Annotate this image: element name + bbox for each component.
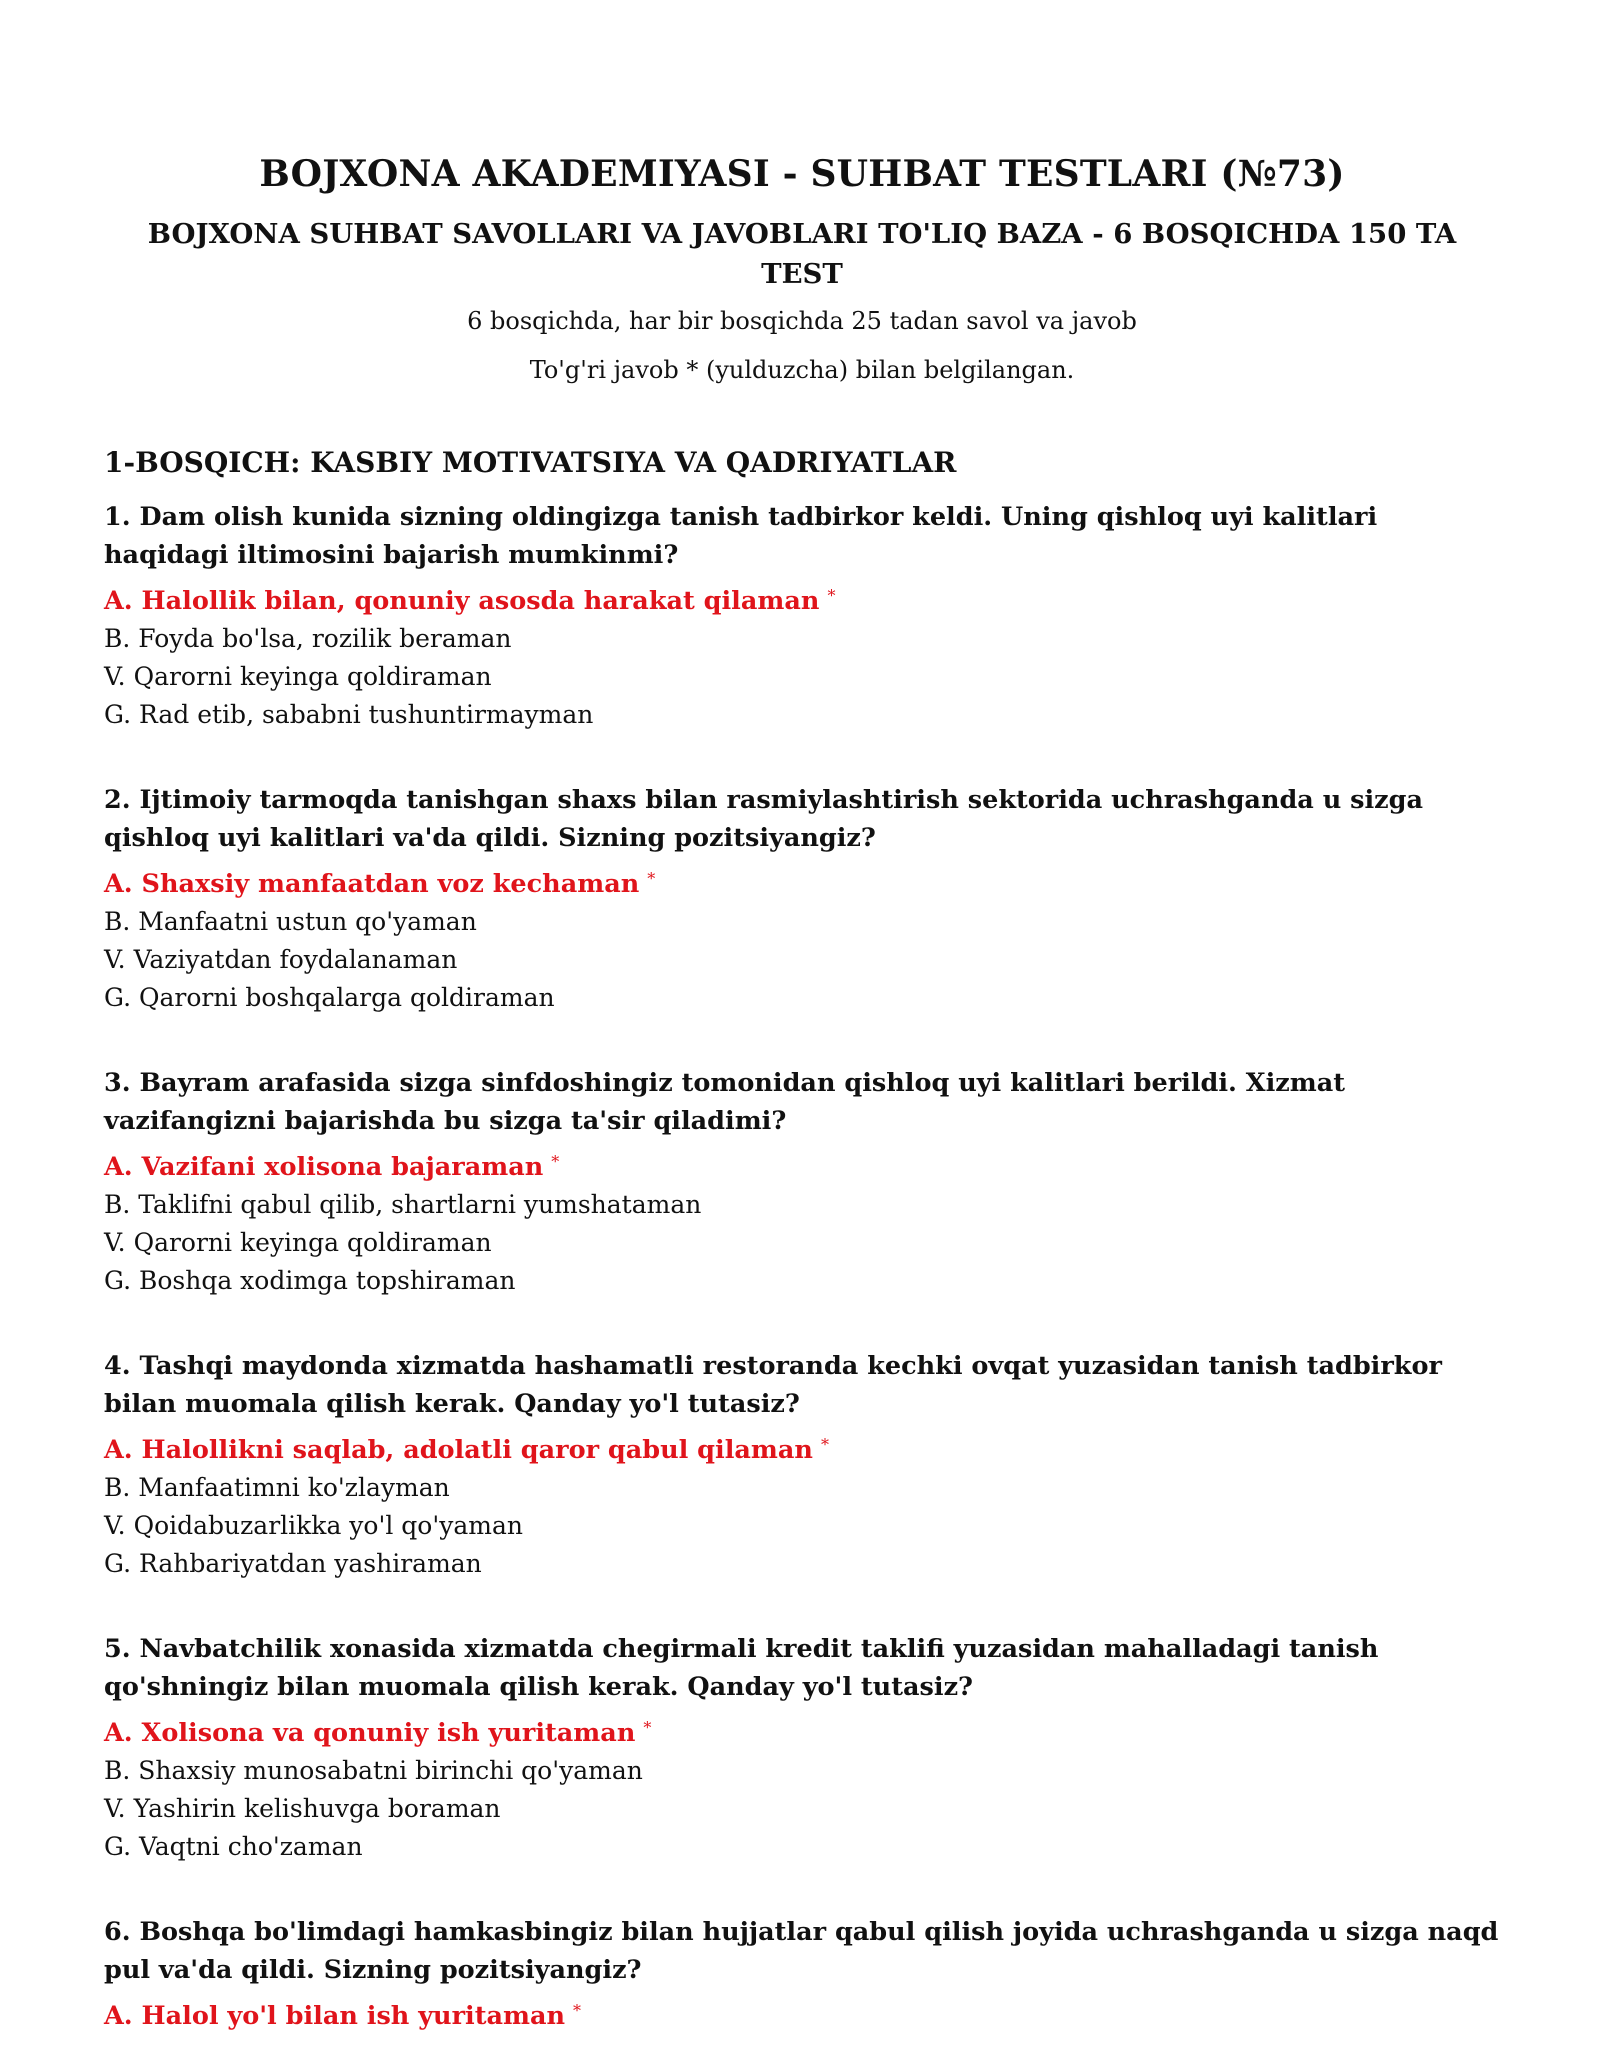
answer-option-correct xyxy=(104,577,1500,620)
question-block xyxy=(104,498,1500,734)
correct-marker-icon: * xyxy=(573,2001,582,2020)
correct-marker-icon: * xyxy=(647,869,656,888)
question-text: 4. Tashqi maydonda xizmatda hashamatli restoranda kechki ovqat yuzasidan tanish tadbirkor bilan muomala qilish kerak. Qanday yo'l tutasiz? xyxy=(104,1351,1442,1419)
question-text: 2. Ijtimoiy tarmoqda tanishgan shaxs bilan rasmiylashtirish sektorida uchrashganda u sizga qishloq uyi kalitlari va'da qildi. Sizning pozitsiyangiz? xyxy=(104,785,1424,853)
answer-option: G. Vaqtni cho'zaman xyxy=(104,1832,363,1861)
answer-option: V. Qarorni keyinga qoldiraman xyxy=(104,662,492,691)
option-label: A. Xolisona va qonuniy ish yuritaman xyxy=(104,1718,636,1748)
answer-option: V. Qarorni keyinga qoldiraman xyxy=(104,1228,492,1257)
correct-marker-icon: * xyxy=(643,1718,652,1737)
question-block xyxy=(104,1630,1500,1866)
question-text: 3. Bayram arafasida sizga sinfdoshingiz tomonidan qishloq uyi kalitlari berildi. Xizmat vazifangizni bajarishda bu sizga ta'sir qiladimi? xyxy=(104,1068,1346,1136)
question-block xyxy=(104,1347,1500,1583)
answer-option-correct xyxy=(104,1709,1500,1752)
section-title: 1-BOSQICH: KASBIY MOTIVATSIYA VA QADRIYATLAR xyxy=(104,446,957,479)
question-text: 1. Dam olish kunida sizning oldingizga tanish tadbirkor keldi. Uning qishloq uyi kalitlari haqidagi iltimosini bajarish mumkinmi? xyxy=(104,502,1378,570)
answer-option: V. Qoidabuzarlikka yo'l qo'yaman xyxy=(104,1511,523,1540)
question-text: 6. Boshqa bo'limdagi hamkasbingiz bilan hujjatlar qabul qilish joyida uchrashganda u sizga naqd pul va'da qildi. Sizning pozitsiyangiz? xyxy=(104,1917,1499,1985)
answer-option: G. Rad etib, sababni tushuntirmayman xyxy=(104,700,594,729)
answer-option: B. Shaxsiy munosabatni birinchi qo'yaman xyxy=(104,1756,643,1785)
info-line-marker: To'g'ri javob * (yulduzcha) bilan belgilangan. xyxy=(529,356,1075,384)
option-label: A. Shaxsiy manfaatdan voz kechaman xyxy=(104,869,640,899)
info-line-stages: 6 bosqichda, har bir bosqichda 25 tadan savol va javob xyxy=(467,307,1137,335)
answer-option: G. Qarorni boshqalarga qoldiraman xyxy=(104,983,555,1012)
page-subtitle: BOJXONA SUHBAT SAVOLLARI VA JAVOBLARI TO'LIQ BAZA - 6 BOSQICHDA 150 TA TEST xyxy=(147,218,1457,290)
question-text: 5. Navbatchilik xonasida xizmatda chegirmali kredit taklifi yuzasidan mahalladagi tanish qo'shningiz bilan muomala qilish kerak. Qanday yo'l tutasiz? xyxy=(104,1634,1379,1702)
page-title: BOJXONA AKADEMIYASI - SUHBAT TESTLARI (№73) xyxy=(259,153,1345,195)
question-block xyxy=(104,781,1500,1017)
answer-option: B. Manfaatni ustun qo'yaman xyxy=(104,907,477,936)
option-label: A. Vazifani xolisona bajaraman xyxy=(104,1152,544,1182)
option-label: A. Halollik bilan, qonuniy asosda harakat qilaman xyxy=(104,586,820,616)
answer-option: G. Boshqa xodimga topshiraman xyxy=(104,1266,516,1295)
answer-option-correct xyxy=(104,1992,1500,2035)
correct-marker-icon: * xyxy=(827,586,836,605)
option-label: A. Halollikni saqlab, adolatli qaror qabul qilaman xyxy=(104,1435,813,1465)
correct-marker-icon: * xyxy=(551,1152,560,1171)
option-label: A. Halol yo'l bilan ish yuritaman xyxy=(104,2001,566,2031)
answer-option-correct xyxy=(104,1143,1500,1186)
answer-option: B. Manfaatimni ko'zlayman xyxy=(104,1473,450,1502)
answer-option: V. Yashirin kelishuvga boraman xyxy=(104,1794,501,1823)
answer-option: G. Rahbariyatdan yashiraman xyxy=(104,1549,482,1578)
answer-option-correct xyxy=(104,1426,1500,1469)
answer-option: B. Taklifni qabul qilib, shartlarni yumshataman xyxy=(104,1190,702,1219)
answer-option-correct xyxy=(104,860,1500,903)
question-block xyxy=(104,1064,1500,1300)
question-block xyxy=(104,1913,1500,2035)
answer-option: B. Foyda bo'lsa, rozilik beraman xyxy=(104,624,512,653)
correct-marker-icon: * xyxy=(820,1435,829,1454)
answer-option: V. Vaziyatdan foydalanaman xyxy=(104,945,458,974)
